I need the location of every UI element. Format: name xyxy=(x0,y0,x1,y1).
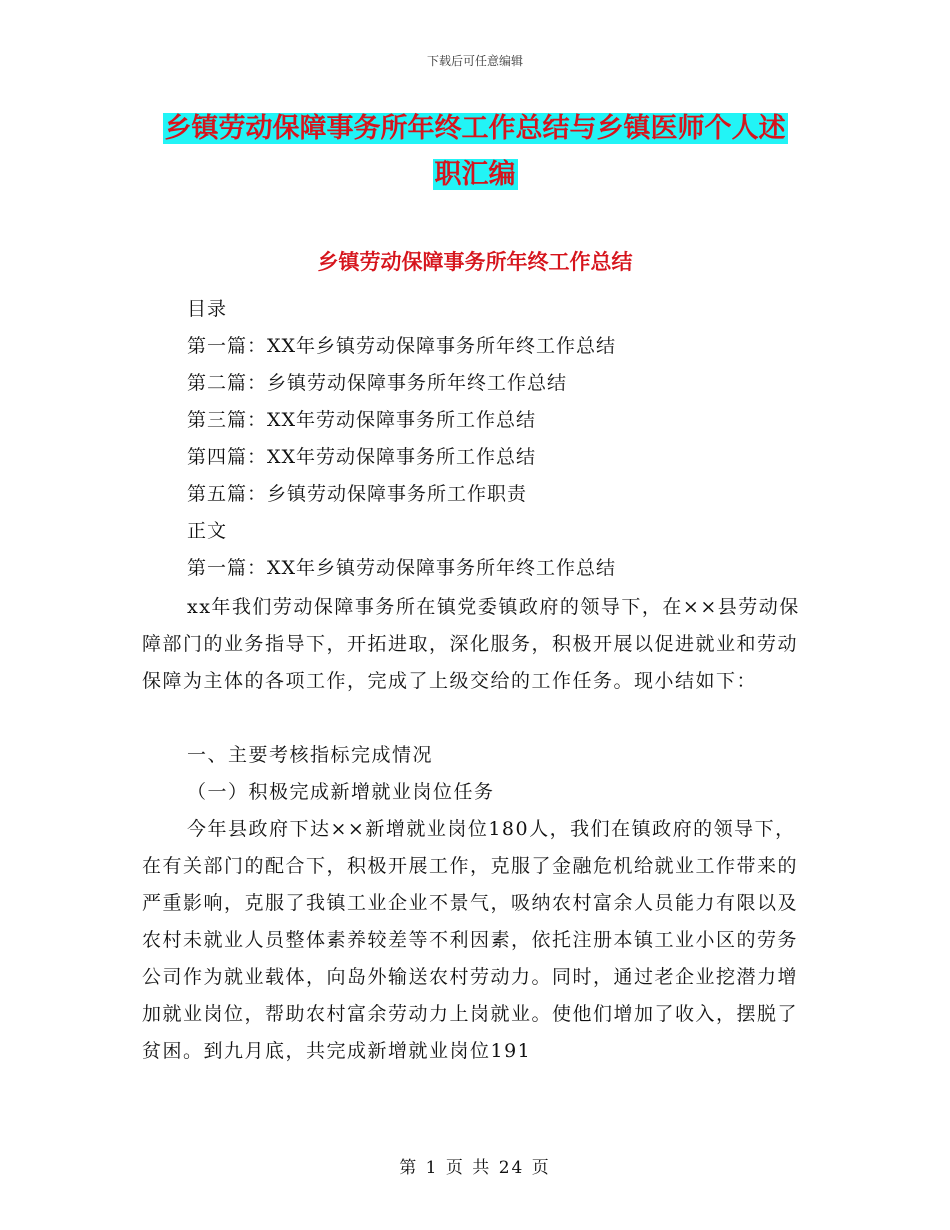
toc-item-5: 第五篇：乡镇劳动保障事务所工作职责 xyxy=(187,483,528,505)
toc-item-2: 第二篇：乡镇劳动保障事务所年终工作总结 xyxy=(187,372,568,394)
body-paragraph: 今年县政府下达××新增就业岗位180人，我们在镇政府的领导下，在有关部门的配合下，积极开展工作，克服了金融危机给就业工作带来的严重影响，克服了我镇工业企业不景气，吸纳农村富余人员能力有限以及农村未就业人员整体素养较差等不利因素，依托注册本镇工业小区的劳务公司作为就业载体，向岛外输送农村劳动力。同时，通过老企业挖潜力增加就业岗位，帮助农村富余劳动力上岗就业。使他们增加了收入，摆脱了贫困。到九月底，共完成新增就业岗位191 xyxy=(142,818,799,1062)
body-heading: 正文 xyxy=(187,520,228,542)
toc-item-4: 第四篇：XX年劳动保障事务所工作总结 xyxy=(187,446,537,468)
toc-item-1: 第一篇：XX年乡镇劳动保障事务所年终工作总结 xyxy=(187,335,617,357)
toc-heading: 目录 xyxy=(187,298,228,320)
document-title xyxy=(140,106,810,198)
toc-item-3: 第三篇：XX年劳动保障事务所工作总结 xyxy=(187,409,537,431)
section-title: 乡镇劳动保障事务所年终工作总结 xyxy=(317,250,633,274)
document-title-line-1: 乡镇劳动保障事务所年终工作总结与乡镇医师个人述 xyxy=(164,113,786,144)
intro-paragraph: xx年我们劳动保障事务所在镇党委镇政府的领导下，在××县劳动保障部门的业务指导下，开拓进取，深化服务，积极开展以促进就业和劳动保障为主体的各项工作，完成了上级交给的工作任务。现小结如下： xyxy=(142,596,800,692)
section-heading-1: 一、主要考核指标完成情况 xyxy=(187,744,434,766)
subsection-heading-1: （一）积极完成新增就业岗位任务 xyxy=(187,781,495,803)
chapter-heading: 第一篇：XX年乡镇劳动保障事务所年终工作总结 xyxy=(187,557,617,579)
document-title-line-2: 职汇编 xyxy=(434,159,516,190)
header-note: 下载后可任意编辑 xyxy=(426,54,523,68)
page-footer: 第 1 页 共 24 页 xyxy=(399,1158,551,1178)
